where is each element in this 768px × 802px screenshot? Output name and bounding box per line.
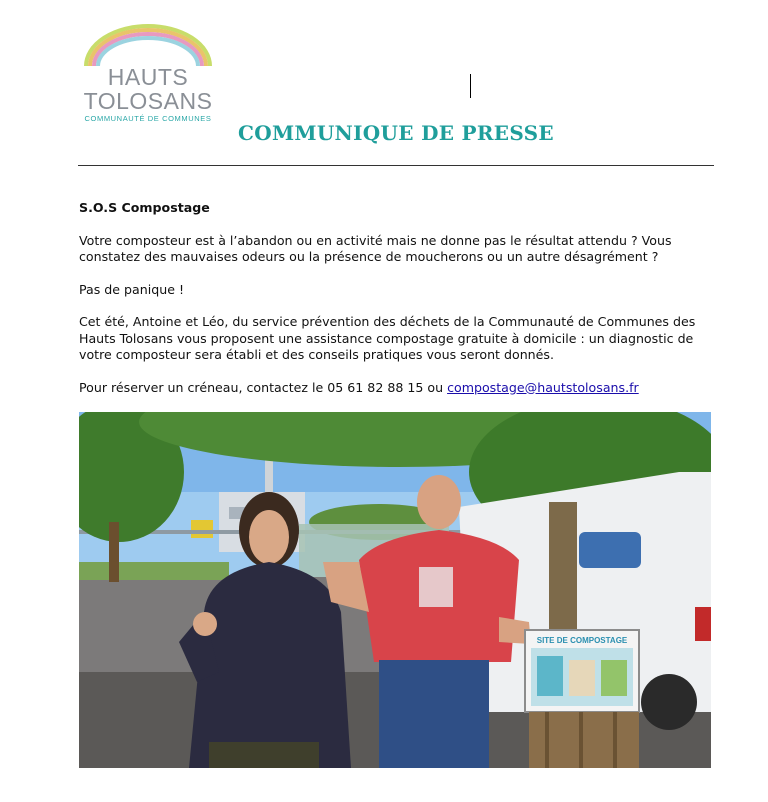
logo <box>78 22 218 126</box>
team-photo-illustration <box>79 412 711 768</box>
contact-email-link[interactable]: compostage@hautstolosans.fr <box>447 379 639 395</box>
paragraph-problem: Votre composteur est à l’abandon ou en activité mais ne donne pas le résultat attendu ? Vous constatez des mauvaises odeurs ou la présence de moucherons ou un autre désagrément ? <box>79 232 672 264</box>
paragraph-service: Cet été, Antoine et Léo, du service prévention des déchets de la Communauté de Communes des Hauts Tolosans vous proposent une assistance compostage gratuite à domicile : un diagnostic de votre composteur sera établi et des conseils pratiques vous seront donnés. <box>79 314 696 362</box>
article-body <box>79 200 719 412</box>
contact-text: Pour réserver un créneau, contactez le 05 61 82 88 15 ou <box>79 379 448 395</box>
logo-subtitle: COMMUNAUTÉ DE COMMUNES <box>84 114 212 123</box>
rainbow-arc-icon <box>78 22 218 70</box>
article-heading: S.O.S Compostage <box>79 200 210 215</box>
page-title: COMMUNIQUE DE PRESSE <box>238 121 554 145</box>
paragraph-contact <box>79 380 719 397</box>
header-divider <box>78 165 714 166</box>
compost-sign-title: SITE DE COMPOSTAGE <box>536 636 628 645</box>
logo-line-hauts: HAUTS <box>107 64 189 90</box>
team-photo <box>79 412 711 768</box>
logo-line-tolosans: TOLOSANS <box>83 88 213 114</box>
text-cursor <box>470 74 471 98</box>
paragraph-reassurance: Pas de panique ! <box>79 281 185 297</box>
